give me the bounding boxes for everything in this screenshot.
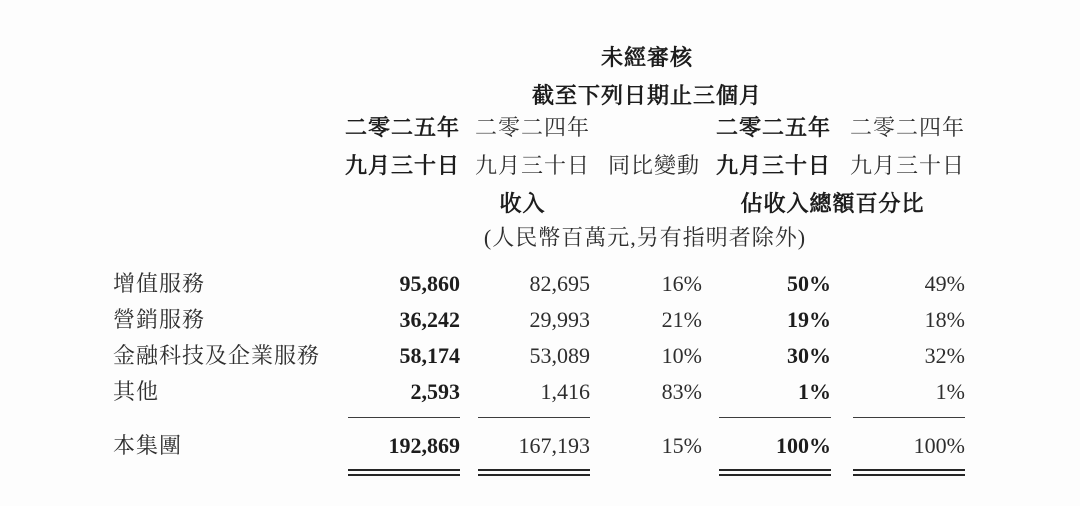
cell-rev-2025 [345, 266, 460, 302]
value-pct-2024: 49% [924, 271, 965, 296]
total-row-label: 本集團 [113, 433, 183, 458]
cell-rev-2025 [345, 338, 460, 374]
cell-pct-2024 [831, 302, 965, 338]
pct-group-label: 佔收入總額百分比 [740, 191, 925, 216]
value-rev-2025: 95,860 [399, 271, 460, 296]
row-label: 其他 [113, 379, 160, 404]
table-row-others [113, 374, 965, 410]
table-row-total-group [113, 428, 965, 464]
cell-yoy [590, 266, 700, 302]
row-label: 營銷服務 [113, 307, 206, 332]
segment-revenue-table [113, 0, 965, 464]
col-header-year-2024-revenue: 二零二四年 [474, 115, 590, 140]
spacer [113, 46, 345, 70]
cell-yoy [590, 302, 700, 338]
cell-rev-2025 [345, 428, 460, 476]
value-yoy: 21% [661, 307, 702, 332]
cell-rev-2024 [460, 338, 590, 374]
value-rev-2025: 2,593 [348, 374, 460, 418]
total-pct-2024: 100% [853, 428, 965, 476]
col-header-year-2025-revenue: 二零二五年 [345, 115, 461, 140]
column-date-header-row [113, 154, 965, 178]
spacer [113, 116, 345, 140]
heading-row-period [113, 84, 965, 108]
cell-pct-2024 [831, 338, 965, 374]
value-yoy: 83% [661, 379, 702, 404]
column-group-header-row [113, 192, 965, 216]
table-row-marketing [113, 302, 965, 338]
cell-yoy [590, 338, 700, 374]
col-header-date-2025-pct: 九月三十日 [715, 153, 831, 178]
total-yoy: 15% [661, 433, 702, 458]
value-rev-2024: 29,993 [529, 307, 590, 332]
heading-row-unaudited [113, 46, 965, 70]
cell-pct-2025 [700, 428, 831, 476]
row-label: 增值服務 [113, 271, 206, 296]
spacer [113, 154, 345, 178]
spacer [113, 192, 345, 216]
col-header-year-2025-pct: 二零二五年 [715, 115, 831, 140]
unaudited-heading: 未經審核 [600, 45, 693, 70]
revenue-group-label: 收入 [499, 191, 546, 216]
cell-rev-2024 [460, 374, 590, 418]
value-yoy: 16% [661, 271, 702, 296]
unit-note-row [113, 226, 965, 250]
value-pct-2024: 18% [924, 307, 965, 332]
spacer [113, 226, 345, 250]
col-header-date-2024-pct: 九月三十日 [849, 153, 965, 178]
value-pct-2024: 1% [853, 374, 965, 418]
col-header-date-2025-revenue: 九月三十日 [345, 153, 461, 178]
value-pct-2025: 30% [787, 343, 831, 368]
cell-pct-2025 [700, 302, 831, 338]
cell-rev-2025 [345, 374, 460, 418]
value-rev-2025: 58,174 [399, 343, 460, 368]
value-rev-2024: 1,416 [478, 374, 590, 418]
cell-rev-2024 [460, 302, 590, 338]
value-rev-2024: 82,695 [529, 271, 590, 296]
total-rev-2025: 192,869 [348, 428, 460, 476]
cell-pct-2024 [831, 374, 965, 418]
value-yoy: 10% [661, 343, 702, 368]
col-header-year-2024-pct: 二零二四年 [849, 115, 965, 140]
cell-rev-2024 [460, 266, 590, 302]
period-heading: 截至下列日期止三個月 [531, 83, 762, 108]
table-row-vas [113, 266, 965, 302]
value-pct-2025: 50% [787, 271, 831, 296]
spacer [590, 116, 700, 140]
value-pct-2025: 1% [719, 374, 831, 418]
cell-yoy [590, 374, 700, 418]
cell-pct-2024 [831, 266, 965, 302]
cell-pct-2025 [700, 338, 831, 374]
cell-pct-2025 [700, 374, 831, 418]
value-rev-2024: 53,089 [529, 343, 590, 368]
column-year-header-row [113, 116, 965, 140]
value-pct-2024: 32% [924, 343, 965, 368]
cell-rev-2025 [345, 302, 460, 338]
total-pct-2025: 100% [719, 428, 831, 476]
cell-pct-2025 [700, 266, 831, 302]
table-row-fintech [113, 338, 965, 374]
cell-pct-2024 [831, 428, 965, 476]
cell-yoy [590, 428, 700, 476]
row-label: 金融科技及企業服務 [113, 343, 321, 368]
total-rev-2024: 167,193 [478, 428, 590, 476]
cell-rev-2024 [460, 428, 590, 476]
col-header-date-2024-revenue: 九月三十日 [474, 153, 590, 178]
value-pct-2025: 19% [787, 307, 831, 332]
col-header-yoy: 同比變動 [607, 153, 700, 178]
spacer [113, 84, 345, 108]
unit-note: (人民幣百萬元,另有指明者除外) [483, 225, 807, 250]
value-rev-2025: 36,242 [399, 307, 460, 332]
